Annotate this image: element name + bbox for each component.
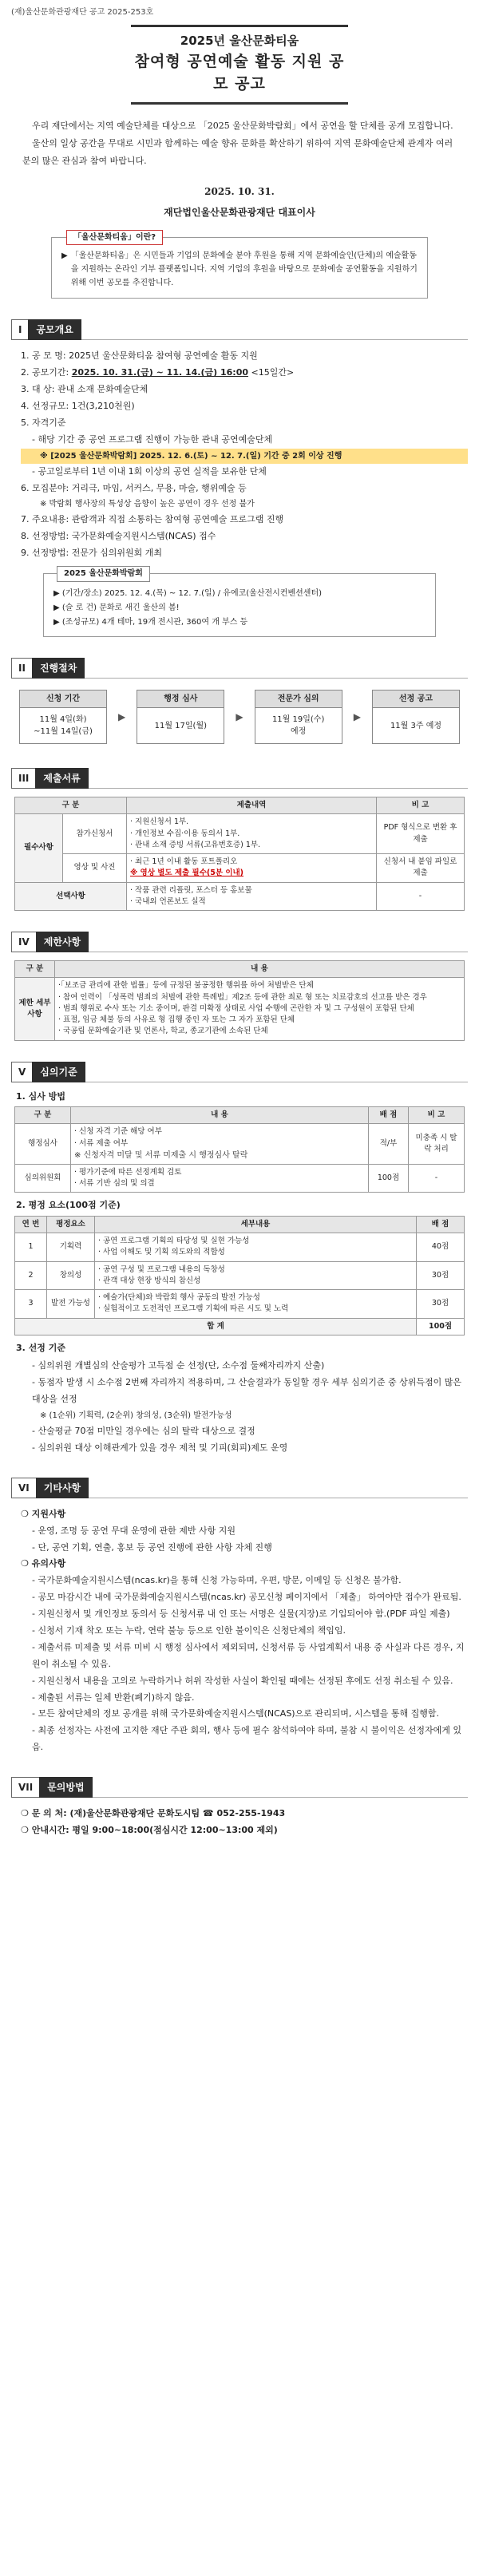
table-total-row bbox=[15, 1318, 465, 1335]
period-days: <15일간> bbox=[248, 367, 295, 378]
etc-item: - 제출된 서류는 일체 반환(폐기)하지 않음. bbox=[32, 1692, 195, 1703]
cell bbox=[71, 1124, 369, 1165]
intro-text bbox=[22, 117, 457, 170]
etc-heading: ❍ 지원사항 bbox=[21, 1508, 66, 1519]
cell-line: · 사업 이해도 및 기획 의도와의 적합성 bbox=[98, 1248, 225, 1257]
cell-line: · 공연 프로그램 기획의 타당성 및 실현 가능성 bbox=[98, 1237, 250, 1246]
col-header: 배 점 bbox=[369, 1107, 409, 1124]
criteria-item: - 산술평균 70점 미만일 경우에는 심의 탈락 대상으로 결정 bbox=[32, 1426, 255, 1436]
cell-line: · 관내 소재 증빙 서류(고유번호증) 1부. bbox=[130, 840, 261, 849]
cell bbox=[95, 1261, 417, 1290]
section-label: 제출서류 bbox=[35, 768, 88, 789]
overview-item: 3. 대 상: 관내 소재 문화예술단체 bbox=[21, 384, 148, 395]
cell: 3 bbox=[15, 1290, 47, 1319]
section-header-process bbox=[11, 658, 468, 679]
overview-item bbox=[21, 365, 468, 382]
col-header: 연 번 bbox=[15, 1216, 47, 1233]
col-header: 구 분 bbox=[15, 1107, 71, 1124]
col-header: 구 분 bbox=[15, 961, 55, 978]
step-date: ~11월 14일(금) bbox=[34, 727, 93, 737]
overview-item: 1. 공 모 명: 2025년 울산문화티움 참여형 공연예술 활동 지원 bbox=[21, 350, 258, 362]
cell: 영상 및 사진 bbox=[63, 854, 127, 883]
overview-item: 4. 선정규모: 1건(3,210천원) bbox=[21, 400, 135, 411]
etc-list bbox=[11, 1506, 468, 1756]
arrow-right-icon: ▶ bbox=[118, 711, 126, 723]
table-row bbox=[15, 882, 465, 911]
section-label: 기타사항 bbox=[36, 1478, 89, 1498]
cell-line: · 서류 기반 심의 및 의결 bbox=[74, 1179, 155, 1189]
intro-paragraph: 울산의 일상 공간을 무대로 시민과 함께하는 예술 향유 문화를 확산하기 위하여 지역 문화예술단체 관계자 여러분의 많은 관심과 참여 바랍니다. bbox=[22, 137, 453, 166]
cell-line: · 평가기준에 따른 선정계획 검토 bbox=[74, 1167, 182, 1177]
cell-line: · 국내외 언론보도 실적 bbox=[130, 896, 206, 906]
cell: 합 계 bbox=[15, 1318, 417, 1335]
issuer: 재단법인울산문화관광재단 대표이사 bbox=[164, 206, 315, 218]
table-row bbox=[15, 1290, 465, 1319]
col-header: 내 용 bbox=[55, 961, 465, 978]
col-header: 제출내역 bbox=[127, 797, 377, 814]
etc-item: - 운영, 조명 등 공연 무대 운영에 관한 제반 사항 지원 bbox=[32, 1525, 236, 1536]
documents-table-wrap bbox=[11, 797, 468, 911]
criteria-item: - 동점자 발생 시 소수점 2번째 자리까지 적용하며, 그 산술결과가 동일할 경우 세부 심의기준 중 상위득점이 많은 대상을 선정 bbox=[32, 1377, 461, 1405]
review-subheading: 3. 선정 기준 bbox=[16, 1342, 65, 1353]
cell-line: ※ 영상 별도 제출 필수(5분 이내) bbox=[130, 869, 244, 878]
section-number: III bbox=[11, 768, 35, 789]
etc-item: - 단, 공연 기획, 연출, 홍보 등 공연 진행에 관한 사항 자체 진행 bbox=[32, 1541, 272, 1553]
cell-line: · 예술가(단체)와 박람회 행사 공동의 발전 가능성 bbox=[98, 1293, 260, 1303]
cell: 30점 bbox=[417, 1290, 465, 1319]
divider bbox=[89, 1478, 468, 1498]
cell: 필수사항 bbox=[15, 814, 63, 882]
process-steps bbox=[11, 687, 468, 747]
etc-item: - 지원신청서 내용을 고의로 누락하거나 허위 작성한 사실이 확인될 때에는 선정된 후에도 선정 취소될 수 있음. bbox=[32, 1675, 453, 1686]
section-number: I bbox=[11, 319, 28, 340]
criteria-item: - 심의위원 대상 이해관계가 있을 경우 제척 및 기피(회피)제도 운영 bbox=[32, 1442, 288, 1453]
cell: 1 bbox=[15, 1233, 47, 1262]
contact-item: ❍ 문 의 처: (재)울산문화관광재단 문화도시팀 ☎ 052-255-1943 bbox=[21, 1808, 286, 1819]
cell-line: · 작품 관련 리플릿, 포스터 등 홍보물 bbox=[130, 885, 252, 895]
section-header-review bbox=[11, 1062, 468, 1082]
step-date: 11월 19일(수) bbox=[271, 715, 325, 725]
document-number: (재)울산문화관광재단 공고 2025-253호 bbox=[11, 8, 154, 17]
issue-date: 2025. 10. 31. bbox=[204, 185, 275, 197]
section-label: 공모개요 bbox=[28, 319, 81, 340]
step-detail bbox=[137, 708, 224, 743]
cell bbox=[71, 1164, 369, 1193]
overview-note: ※ 박람회 행사장의 특성상 음향이 높은 공연이 경우 선정 불가 bbox=[40, 500, 255, 509]
arrow-right-icon: ▶ bbox=[236, 711, 243, 723]
process-step bbox=[255, 690, 342, 744]
title-line-2: 참여형 공연예술 활동 지원 공모 공고 bbox=[134, 52, 345, 93]
col-header: 비 고 bbox=[409, 1107, 465, 1124]
cell bbox=[127, 854, 377, 883]
table-header-row bbox=[15, 797, 465, 814]
cell: 적/부 bbox=[369, 1124, 409, 1165]
restrictions-table bbox=[14, 960, 465, 1041]
step-title: 전문가 심의 bbox=[255, 690, 342, 708]
step-detail bbox=[255, 708, 342, 743]
section-label: 제한사항 bbox=[36, 932, 89, 952]
documents-table bbox=[14, 797, 465, 911]
review-subheading: 2. 평정 요소(100점 기준) bbox=[16, 1200, 121, 1211]
step-title: 선정 공고 bbox=[373, 690, 459, 708]
table-row bbox=[15, 1233, 465, 1262]
period-value: 2025. 10. 31.(금) ~ 11. 14.(금) 16:00 bbox=[71, 367, 249, 378]
title-line-1: 2025년 울산문화티움 bbox=[180, 34, 299, 48]
criteria-item: - 심의위원 개별심의 산술평가 고득점 순 선정(단, 소수점 둘째자리까지 산출) bbox=[32, 1360, 325, 1371]
cell: 2 bbox=[15, 1261, 47, 1290]
info-row bbox=[61, 249, 418, 290]
overview-item: 5. 자격기준 bbox=[21, 417, 66, 428]
table-row bbox=[15, 978, 465, 1040]
etc-item: - 제출서류 미제출 및 서류 미비 시 행정 심사에서 제외되며, 신청서류 등 사업계획서 내용 중 사실과 다른 경우, 지원이 취소될 수 있음. bbox=[32, 1641, 465, 1669]
step-detail bbox=[20, 708, 106, 743]
overview-subitem: - 해당 기간 중 공연 프로그램 진행이 가능한 관내 공연예술단체 bbox=[32, 433, 273, 445]
restriction-item: ·「보조금 관리에 관한 법률」등에 규정된 불공정한 행위를 하여 처벌받은 단체 bbox=[58, 981, 314, 991]
restriction-item: · 표절, 임금 체불 등의 사유로 형 집행 중인 자 또는 그 자가 포함된 단체 bbox=[58, 1015, 295, 1025]
cell: 발전 가능성 bbox=[47, 1290, 95, 1319]
section-label: 심의기준 bbox=[32, 1062, 85, 1082]
etc-item: - 최종 선정자는 사전에 고지한 재단 주관 회의, 행사 등에 필수 참석하여야 하며, 불참 시 불이익은 선정자에게 있음. bbox=[32, 1725, 461, 1753]
cell: PDF 형식으로 변환 후 제출 bbox=[377, 814, 465, 854]
cell-line: · 개인정보 수집·이용 동의서 1부. bbox=[130, 829, 240, 838]
cell: 미충족 시 탈락 처리 bbox=[409, 1124, 465, 1165]
table-row bbox=[15, 1261, 465, 1290]
info-text: 「울산문화티움」은 시민들과 기업의 문화예술 분야 후원을 통해 지역 문화예술인(단체)의 예술활동을 지원하는 온라인 기부 플랫폼입니다. 지역 기업의 후원을 바탕으로 문화예술 공연활동을 지원하기 위해 이번 공모를 추진합니다. bbox=[70, 251, 418, 288]
cell: 창의성 bbox=[47, 1261, 95, 1290]
etc-item: - 공모 마감시간 내에 국가문화예술지원시스템(ncas.kr) 공모신청 페이지에서 「제출」 하여야만 접수가 완료됨. bbox=[32, 1592, 461, 1603]
table-row bbox=[15, 854, 465, 883]
cell-line: ※ 신청자격 미달 및 서류 미제출 시 행정심사 탈락 bbox=[74, 1150, 248, 1160]
cell bbox=[127, 814, 377, 854]
section-header-documents bbox=[11, 768, 468, 789]
grading-table bbox=[14, 1216, 465, 1335]
grading-table-wrap bbox=[11, 1216, 468, 1335]
section-header-etc bbox=[11, 1478, 468, 1498]
fair-row: ▶ (기간/장소) 2025. 12. 4.(목) ~ 12. 7.(일) / 유에코(울산전시컨벤션센터) bbox=[53, 589, 323, 599]
cell: 100점 bbox=[417, 1318, 465, 1335]
cell: - bbox=[377, 882, 465, 911]
divider bbox=[85, 658, 468, 679]
table-header-row bbox=[15, 961, 465, 978]
cell: 40점 bbox=[417, 1233, 465, 1262]
etc-heading: ❍ 유의사항 bbox=[21, 1558, 66, 1569]
table-row bbox=[15, 1124, 465, 1165]
cell bbox=[95, 1233, 417, 1262]
arrow-icon: ▶ bbox=[61, 251, 68, 261]
step-title: 행정 심사 bbox=[137, 690, 224, 708]
contact-list bbox=[11, 1806, 468, 1839]
etc-item: - 모든 참여단체의 정보 공개를 위해 국가문화예술지원시스템(NCAS)으로 관리되며, 시스템을 통해 집행함. bbox=[32, 1708, 439, 1719]
section-number: VI bbox=[11, 1478, 36, 1498]
section-number: VII bbox=[11, 1777, 39, 1798]
cell bbox=[95, 1290, 417, 1319]
col-header: 내 용 bbox=[71, 1107, 369, 1124]
cell-line: · 관객 대상 현장 방식의 참신성 bbox=[98, 1276, 201, 1285]
section-number: II bbox=[11, 658, 32, 679]
arrow-right-icon: ▶ bbox=[353, 711, 361, 723]
cell-line: · 서류 제출 여부 bbox=[74, 1138, 129, 1148]
etc-item: - 신청서 기재 착오 또는 누락, 연락 불능 등으로 인한 불이익은 신청단체의 책임임. bbox=[32, 1625, 346, 1636]
cell: 선택사항 bbox=[15, 882, 127, 911]
section-number: IV bbox=[11, 932, 36, 952]
overview-item: 6. 모집분야: 거리극, 마임, 서커스, 무용, 마술, 행위예술 등 bbox=[21, 482, 247, 493]
fair-row: ▶ (슬 로 건) 문화로 새긴 울산의 봄! bbox=[53, 603, 180, 613]
overview-item: 7. 주요내용: 관람객과 직접 소통하는 참여형 공연예술 프로그램 진행 bbox=[21, 514, 284, 525]
step-date: 예정 bbox=[290, 727, 307, 737]
col-header: 배 점 bbox=[417, 1216, 465, 1233]
cell: 심의위원회 bbox=[15, 1164, 71, 1193]
process-step bbox=[19, 690, 107, 744]
cell: 신청서 내 붙임 파일로 제출 bbox=[377, 854, 465, 883]
date-issuer bbox=[11, 181, 468, 224]
table-header-row bbox=[15, 1216, 465, 1233]
restriction-item: · 국공립 문화예술기관 및 언론사, 학교, 종교기관에 소속된 단체 bbox=[58, 1027, 268, 1036]
overview-list bbox=[11, 348, 468, 562]
cell-line: · 실험적이고 도전적인 프로그램 기획에 따른 시도 및 노력 bbox=[98, 1304, 289, 1314]
fair-box bbox=[43, 569, 436, 637]
selection-criteria bbox=[11, 1358, 468, 1456]
section-header-restrictions bbox=[11, 932, 468, 952]
etc-item: - 국가문화예술지원시스템(ncas.kr)을 통해 신청 가능하며, 우편, 방문, 이메일 등 신청은 불가함. bbox=[32, 1575, 402, 1586]
overview-item: 9. 선정방법: 전문가 심의위원회 개최 bbox=[21, 548, 162, 559]
overview-label: 2. 공모기간: bbox=[21, 367, 72, 378]
restriction-item: · 참여 인력이 「성폭력 범죄의 처벌에 관한 특례법」제2조 등에 관한 죄로 형 또는 치료감호의 선고를 받은 경우 bbox=[58, 992, 427, 1002]
intro-paragraph: 우리 재단에서는 지역 예술단체를 대상으로 「2025 울산문화박람회」에서 공연을 할 단체를 공개 모집합니다. bbox=[32, 120, 453, 131]
restrictions-table-wrap bbox=[11, 960, 468, 1041]
cell-line: · 공연 구성 및 프로그램 내용의 독창성 bbox=[98, 1264, 225, 1274]
divider bbox=[89, 932, 468, 952]
etc-item: - 지원신청서 및 개인정보 동의서 등 신청서류 내 인 또는 서명은 실물(지장)로 기입되어야 함.(PDF 파일 제출) bbox=[32, 1609, 450, 1620]
cell: 100점 bbox=[369, 1164, 409, 1193]
table-row bbox=[15, 1164, 465, 1193]
cell: - bbox=[409, 1164, 465, 1193]
divider bbox=[85, 1062, 468, 1082]
step-detail bbox=[373, 708, 459, 743]
process-step bbox=[372, 690, 460, 744]
info-box bbox=[51, 233, 428, 299]
overview-note: ※ [2025 울산문화박람회] 2025. 12. 6.(토) ~ 12. 7.(일) 기간 중 2회 이상 진행 bbox=[21, 449, 468, 464]
step-date: 11월 17일(월) bbox=[154, 721, 208, 730]
table-header-row bbox=[15, 1107, 465, 1124]
contact-item: ❍ 안내시간: 평일 9:00~18:00(점심시간 12:00~13:00 제외) bbox=[21, 1825, 278, 1836]
cell-line: · 신청 자격 기준 해당 여부 bbox=[74, 1127, 162, 1137]
cell bbox=[127, 882, 377, 911]
cell: 참가신청서 bbox=[63, 814, 127, 854]
overview-item: 8. 선정방법: 국가문화예술지원시스템(NCAS) 접수 bbox=[21, 531, 216, 542]
col-header: 평정요소 bbox=[47, 1216, 95, 1233]
cell-line: · 최근 1년 이내 활동 포트폴리오 bbox=[130, 857, 238, 867]
section-label: 문의방법 bbox=[39, 1777, 92, 1798]
fair-row: ▶ (조성규모) 4개 테마, 19개 전시관, 360여 개 부스 등 bbox=[53, 618, 248, 627]
section-number: V bbox=[11, 1062, 32, 1082]
title-box bbox=[131, 25, 348, 105]
col-header: 비 고 bbox=[377, 797, 465, 814]
review-method-table bbox=[14, 1106, 465, 1193]
section-header-overview bbox=[11, 319, 468, 340]
cell: 제한 세부 사항 bbox=[15, 978, 55, 1040]
criteria-note: ※ (1순위) 기획력, (2순위) 창의성, (3순위) 발전가능성 bbox=[40, 1411, 232, 1420]
cell bbox=[55, 978, 465, 1040]
cell: 30점 bbox=[417, 1261, 465, 1290]
review-method-wrap bbox=[11, 1106, 468, 1193]
cell-line: · 지원신청서 1부. bbox=[130, 817, 189, 827]
overview-subitem: - 공고일로부터 1년 이내 1회 이상의 공연 실적을 보유한 단체 bbox=[32, 465, 267, 477]
info-tag: 「울산문화티움」이란? bbox=[66, 230, 163, 245]
step-title: 신청 기간 bbox=[20, 690, 106, 708]
divider bbox=[93, 1777, 468, 1798]
divider bbox=[89, 768, 468, 789]
review-subheading: 1. 심사 방법 bbox=[16, 1090, 65, 1102]
restriction-item: · 범죄 행위로 수사 또는 기소 중이며, 판결 미확정 상태로 사업 수행에 곤란한 자 및 그 구성원이 포함된 단체 bbox=[58, 1003, 414, 1013]
fair-tag: 2025 울산문화박람회 bbox=[57, 566, 150, 582]
step-date: 11월 4일(화) bbox=[39, 715, 87, 725]
table-row bbox=[15, 814, 465, 854]
step-date: 11월 3주 예정 bbox=[390, 721, 442, 730]
cell: 기획력 bbox=[47, 1233, 95, 1262]
process-step bbox=[137, 690, 224, 744]
col-header: 구 분 bbox=[15, 797, 127, 814]
divider bbox=[81, 319, 468, 340]
section-header-contact bbox=[11, 1777, 468, 1798]
section-label: 진행절차 bbox=[32, 658, 85, 679]
col-header: 세부내용 bbox=[95, 1216, 417, 1233]
cell: 행정심사 bbox=[15, 1124, 71, 1165]
